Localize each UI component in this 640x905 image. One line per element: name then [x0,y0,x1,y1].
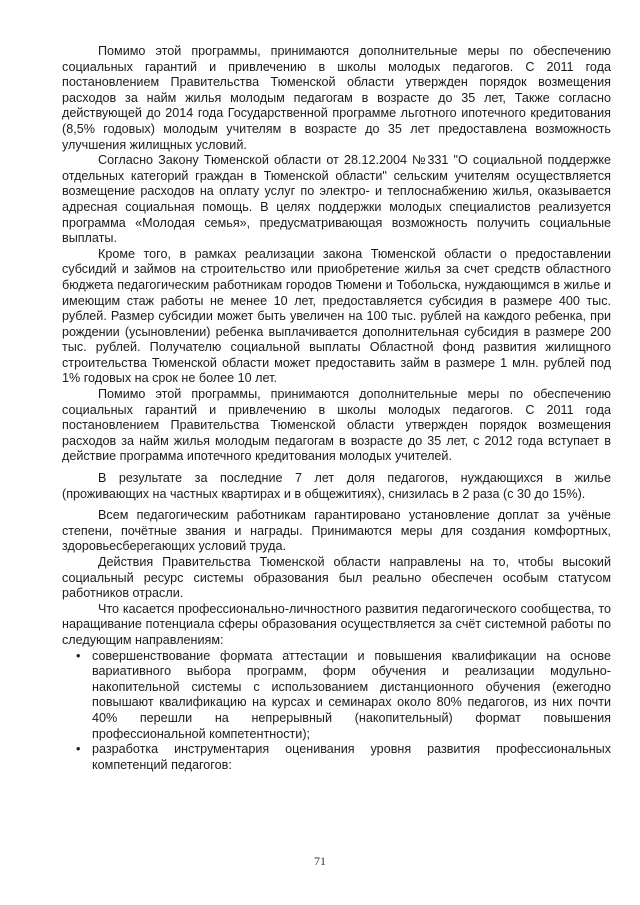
list-item [62,649,611,743]
paragraph: В результате за последние 7 лет доля педагогов, нуждающихся в жилье (проживающих на частных квартирах и в общежитиях), снизилась в 2 раза (с 30 до 15%). [62,471,611,501]
paragraph: Всем педагогическим работникам гарантировано установление доплат за учёные степени, почётные звания и награды. Принимаются меры для создания комфортных, здоровьесберегающих условий труда. [62,508,611,554]
page-number: 71 [314,854,326,868]
list-item-text: совершенствование формата аттестации и повышения квалификации на основе вариативного выбора программ, форм обучения и реализации модульно-накопительной системы с использованием дистанционного обучения (ежегодно повышают квалификацию на курсах и семинарах около 80% педагогов, из них почти 40% перешли на непрерывный (накопительный) формат повышения профессиональной компетентности); [92,648,611,741]
list-item [62,742,611,773]
paragraph: Помимо этой программы, принимаются дополнительные меры по обеспечению социальных гарантий и привлечению в школы молодых педагогов. С 2011 года постановлением Правительства Тюменской области утвержден порядок возмещения расходов за найм жилья молодым педагогам в возрасте до 35 лет, с 2012 года вступает в действие программа ипотечного кредитования молодых учителей. [62,387,611,464]
paragraph: Согласно Закону Тюменской области от 28.12.2004 №331 "О социальной поддержке отдельных категорий граждан в Тюменской области" сельским учителям осуществляется возмещение расходов на оплату услуг по электро- и теплоснабжению жилья, оказывается адресная социальная помощь. В целях поддержки молодых специалистов реализуется программа «Молодая семья», предусматривающая возможность получить социальные выплаты. [62,153,611,246]
paragraph: Кроме того, в рамках реализации закона Тюменской области о предоставлении субсидий и займов на строительство или приобретение жилья за счет средств областного бюджета педагогическим работникам городов Тюмени и Тобольска, нуждающимся в жилье и имеющим стаж работы не менее 10 лет, предоставляется субсидия в размере 400 тыс. рублей. Размер субсидии может быть увеличен на 100 тыс. рублей на каждого ребенка, при рождении (усыновлении) ребенка выплачивается дополнительная субсидия в размере 200 тыс. рублей. Получателю социальной выплаты Областной фонд развития жилищного строительства Тюменской области может предоставить займ в размере 1 млн. рублей под 1% годовых на срок не более 10 лет. [62,246,611,386]
bullet-list [62,649,611,774]
paragraph: Что касается профессионально-личностного развития педагогического сообщества, то наращивание потенциала сферы образования осуществляется за счёт системной работы по следующим направлениям: [62,601,611,647]
list-item-text: разработка инструментария оценивания уровня развития профессиональных компетенций педагогов: [92,742,611,772]
paragraph: Действия Правительства Тюменской области направлены на то, чтобы высокий социальный ресурс системы образования был реально обеспечен особым статусом работников отрасли. [62,555,611,601]
bullet-icon: • [76,742,81,757]
bullet-icon: • [76,648,81,663]
paragraph: Помимо этой программы, принимаются дополнительные меры по обеспечению социальных гарантий и привлечению в школы молодых педагогов. С 2011 года постановлением Правительства Тюменской области утвержден порядок возмещения расходов за найм жилья молодым педагогам в возрасте до 35 лет, Также согласно действующей до 2014 года Государственной программе льготного ипотечного кредитования (8,5% годовых) молодым учителям в возрасте до 35 лет предоставлена возможность улучшения жилищных условий. [62,44,611,152]
